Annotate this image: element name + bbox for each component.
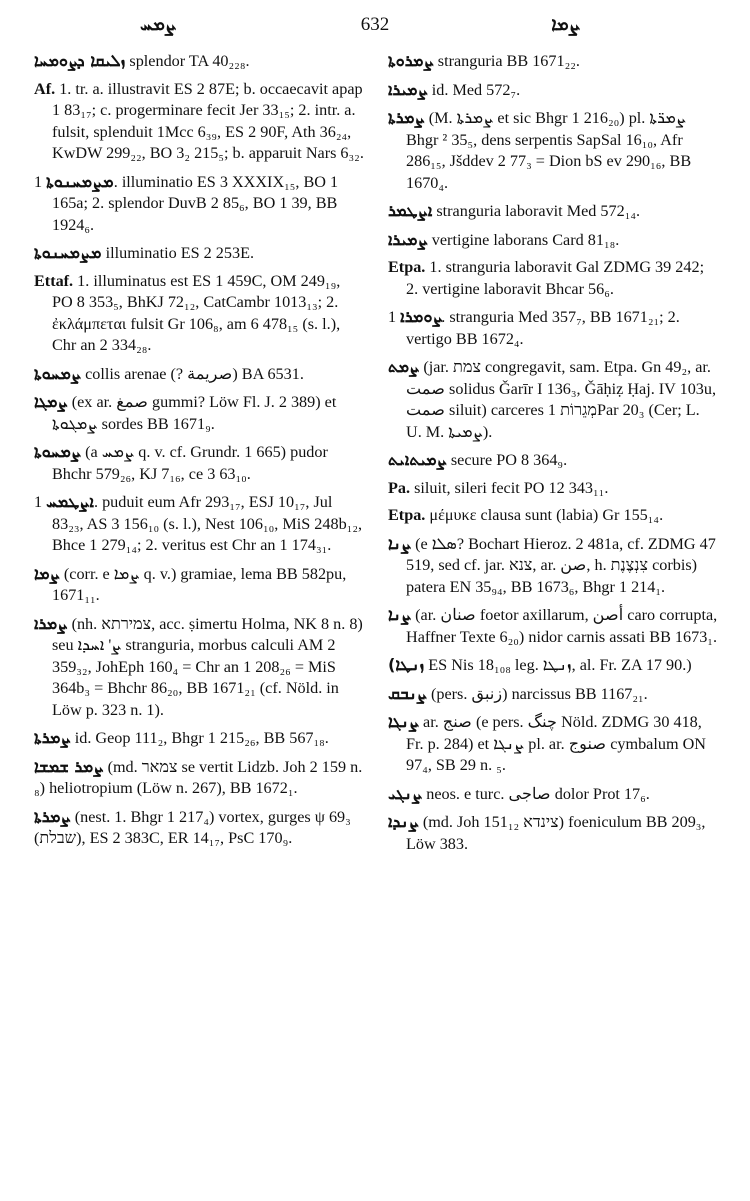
left-column [34, 50, 364, 856]
dictionary-entry [388, 449, 718, 472]
entry-lemma: ܨܢܐ [388, 605, 412, 624]
entry-lemma: ܨܡܝܪܐ [388, 79, 428, 99]
dictionary-entry [34, 756, 364, 800]
entry-text: (nest. 1. Bhgr 1 217₄) vortex, gurges ψ 69₃ (שבלת), ES 2 383C, ER 14₁₇, PsC 170₉. [34, 807, 351, 847]
entry-text: id. Med 572₇. [431, 80, 521, 99]
entry-lemma: (ܙܢܛܐ [388, 655, 425, 674]
entry-lemma: ܨܡܚܘܬܐ [34, 363, 82, 383]
entry-lemma: ܡܨܡܚܢܘܬܐ [46, 171, 114, 191]
entry-text: collis arenae (? صريمة) BA 6531. [85, 364, 304, 383]
entry-text: vertigine laborans Card 81₁₈. [431, 230, 620, 249]
dictionary-entry [34, 727, 364, 750]
entry-text: (e ܣܠܐ? Bochart Hieroz. 2 481a, cf. ZDMG 47 519, sed cf. jar. צנא, ar. صن, h. צִנְצֶנֶת corbis) patera EN 35₉₄, BB 1673₆, Bhgr 1 214₁. [406, 534, 716, 596]
dictionary-entry [34, 271, 364, 357]
entry-text: (ar. صنان foetor axillarum, أصن caro corrupta, Haffner Texte 6₂₀) nidor carnis assati BB 1673₁. [406, 606, 718, 646]
entry-text: (jar. צמת congregavit, sam. Etpa. Gn 49₂, ar. صمت solidus Ǧarīr I 136₃, Ǧāḥiẓ Ḥaj. IV 103u, صمت siluit) carceres מְגֵרוֹת 1Par 20₃ (Cer; L. U. M. ܨܡܝܬܐ). [406, 358, 717, 441]
entry-lemma: ܨܡܪܬܐ [34, 728, 71, 747]
entry-text: (nh. צמירתא, acc. ṣimertu Holma, NK 8 n. 8) seu ܨ' ܐܚܕܐ stranguria, morbus calculi AM 2 359₃₂, JohEph 160₄ = Chr an 1 208₂₆ = MiS 364b₃ = Bhchr 86₂₀, BB 1671₂₁ (cf. Nöld. in Löw p. 323 n. 1). [52, 614, 363, 719]
entry-text: (M. ܨܡܪܬܐ et sic Bhgr 1 216₂₀) pl. ܨܡܪ̈ܬܐ Bhgr ² 35₅, dens serpentis SapSal 16₁₀, Afr 286₁₅, Jšddev 2 77₃ = Dion bS ev 290₁₆, BB 1670₄. [406, 109, 692, 192]
entry-text: secure PO 8 364₉. [450, 451, 568, 469]
entry-text: neos. e turc. صاجی dolor Prot 17₆. [426, 784, 650, 803]
entry-lemma: ܐܨܛܡܚ [46, 492, 94, 511]
dictionary-entry [388, 79, 718, 102]
entry-text: 1. puduit eum Afr 293₁₇, ESJ 10₁₇, Jul 83₂₃, AS 3 156₁₀ (s. l.), Nest 106₁₀, MiS 248b₁₂, Bhce 1 279₁₄; 2. veritus est Chr an 1 174₃₁. [34, 493, 363, 554]
running-head-right: ܨܡܐ [551, 14, 580, 35]
entry-lemma: ܨܢܐ [388, 533, 412, 553]
dictionary-entry [388, 107, 718, 194]
dictionary-entry [34, 613, 364, 722]
entry-text: stranguria laboravit Med 572₁₄. [436, 202, 641, 220]
entry-text: (pers. زنبق) narcissus BB 1167₂₁. [430, 684, 648, 703]
dictionary-entry [388, 356, 718, 443]
dictionary-entry [34, 50, 364, 73]
entry-text: (ex ar. صمغ gummi? Löw Fl. J. 2 389) et ܨܡܓܘܬܐ sordes BB 1671₉. [52, 393, 337, 433]
entry-lemma: ܨܡܐ [34, 563, 60, 583]
entry-lemma: ܙܠܝܩܐ ܕܨܘܡܚܐ [34, 51, 126, 70]
entry-lemma: ܨܢܓܐ [388, 712, 419, 731]
entry-text: (md. Joh 151₁₂ צינדא) foeniculum BB 209₃, Löw 383. [406, 813, 706, 853]
entry-lemma: Etpa. [388, 506, 426, 524]
entry-lemma: ܨܡܪܬܐ [34, 806, 71, 826]
dictionary-entry [388, 200, 718, 223]
entry-text: ES Nis 18₁₀₈ leg. ܙܢܛܐ, al. Fr. ZA 17 90.) [428, 656, 692, 674]
dictionary-entry [388, 229, 718, 252]
entry-lemma: Pa. [388, 478, 411, 497]
entry-text: ar. صنج (e pers. چنگ Nöld. ZDMG 30 418, Fr. p. 284) et ܨܢܓܐ pl. ar. صنوج cymbalum ON 97₄, SB 29 n. ₅. [406, 713, 706, 774]
page-number: 632 [360, 14, 390, 35]
entry-lemma: ܨܡܪܐ [34, 613, 68, 633]
entry-lemma: ܨܡܪܬܐ [388, 108, 425, 127]
running-head-left: ܨܡܚ [140, 14, 177, 35]
entry-text: illuminatio ES 2 253E. [105, 244, 255, 262]
entry-text: 1. stranguria laboravit Gal ZDMG 39 242; 2. vertigine laboravit Bhcar 56₆. [406, 258, 705, 298]
dictionary-entry [388, 478, 718, 500]
dictionary-entry [34, 491, 364, 557]
dictionary-entry [34, 563, 364, 607]
entry-lemma: ܨܡܬ [388, 357, 420, 376]
dictionary-entry [34, 806, 364, 850]
dictionary-entry [388, 505, 718, 527]
dictionary-entry [34, 441, 364, 485]
entry-lemma: ܨܡܪܘܬܐ [388, 51, 434, 70]
entry-text: 1. illuminatus est ES 1 459C, OM 249₁₉, PO 8 353₅, BhKJ 72₁₂, CatCambr 1013₁₃; 2. ἐκλάμπεται fulsit Gr 106₈, am 6 478₁₅ (s. l.), Chr an 2 334₂₈. [52, 271, 341, 354]
dictionary-entry [388, 604, 718, 648]
entry-lemma: Etpa. [388, 258, 426, 276]
page-header [40, 10, 710, 44]
dictionary-entry [34, 391, 364, 435]
dictionary-entry [34, 242, 364, 265]
entry-text: (corr. e ܨܡܐ q. v.) gramiae, lema BB 582pu, 1671₁₁. [52, 564, 347, 604]
entry-lemma: ܨܢܒܩ [388, 683, 427, 703]
entry-lemma: ܨܡܝܪܐ [388, 229, 428, 249]
entry-text: stranguria BB 1671₂₂. [437, 52, 580, 70]
dictionary-entry [34, 363, 364, 386]
entry-lemma: ܨܘܡܪܐ [400, 307, 442, 326]
entry-lemma: Af. [34, 79, 56, 98]
entry-lemma: ܨܡܚܘܬܐ [34, 442, 82, 461]
entry-text: id. Geop 111₂, Bhgr 1 215₂₆, BB 567₁₈. [74, 729, 329, 747]
dictionary-entry [34, 79, 364, 165]
dictionary-entry [388, 306, 718, 350]
dictionary-entry [388, 533, 718, 599]
entry-lemma: Ettaf. [34, 271, 74, 290]
entry-text: μέμυκε clausa sunt (labia) Gr 155₁₄. [429, 506, 664, 524]
entry-text: (md. צמאר se vertit Lidzb. Joh 2 159 n. ₈) heliotropium (Löw n. 267), BB 1672₁. [34, 757, 363, 797]
entry-text: (a ܨܡܚ q. v. cf. Grundr. 1 665) pudor Bhchr 579₂₆, KJ 7₁₆, ce 3 63₁₀. [52, 443, 328, 483]
entry-text: 1. tr. a. illustravit ES 2 87E; b. occaecavit apap 1 83₁₇; c. progerminare fecit Jer 33₁₅; 2. intr. a. fulsit, splenduit 1Mcc 6₃₉, ES 2 90F, Ath 36₂₄, KwDW 299₂₂, BO 3₂ 215₅; b. apparuit Nars 6₃₂. [52, 79, 364, 162]
dictionary-entry [388, 811, 718, 855]
dictionary-entry [388, 50, 718, 73]
entry-lemma: ܡܨܡܚܢܘܬܐ [34, 243, 102, 262]
dictionary-entry [388, 711, 718, 777]
entry-lemma: ܨܡܓܐ [34, 392, 68, 411]
dictionary-entry [34, 171, 364, 237]
entry-lemma: ܨܡܝܬܐܝܬ [388, 450, 447, 469]
dictionary-entry [388, 257, 718, 300]
entry-text: 1. stranguria Med 357₇, BB 1671₂₁; 2. vertigo BB 1672₄. [388, 308, 680, 348]
entry-lemma: ܐܨܛܡܪ [388, 201, 433, 220]
entry-text: siluit, sileri fecit PO 12 343₁₁. [414, 478, 609, 497]
right-column [388, 50, 718, 861]
entry-lemma: ܨܡܪ ܫܡܫܐ [34, 756, 104, 776]
dictionary-entry [388, 683, 718, 706]
entry-lemma: ܨܢܕܐ [388, 812, 419, 831]
dictionary-entry [388, 654, 718, 677]
entry-text: 1. illuminatio ES 3 XXXIX₁₅, BO 1 165a; 2. splendor DuvB 2 85₆, BO 1 39, BB 1924₆. [34, 172, 339, 234]
dictionary-entry [388, 783, 718, 806]
entry-text: splendor TA 40₂₂₈. [129, 52, 250, 70]
entry-lemma: ܨܢܓܝ [388, 783, 423, 803]
